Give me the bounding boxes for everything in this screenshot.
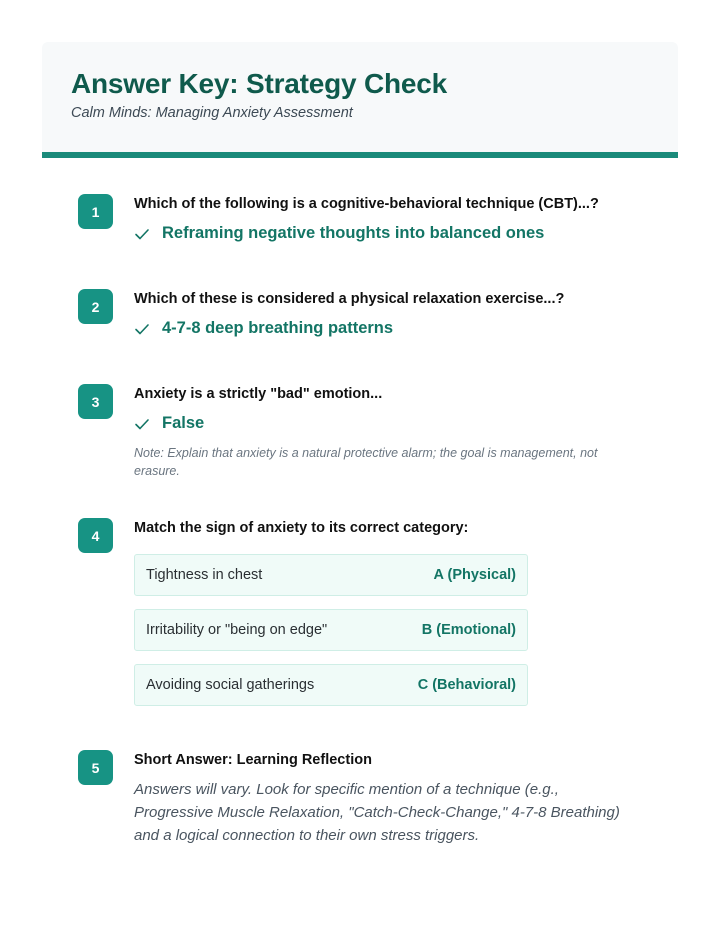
answer-note: Note: Explain that anxiety is a natural protective alarm; the goal is management, not erasure. [134, 446, 598, 478]
anxiety-sign: Avoiding social gatherings [146, 677, 315, 693]
question-number-badge: 1 [78, 194, 113, 229]
checkmark-icon [134, 416, 150, 432]
checkmark-icon [134, 321, 150, 337]
answer [134, 319, 393, 338]
page-subtitle: Calm Minds: Managing Anxiety Assessment [71, 105, 353, 121]
question-text: Anxiety is a strictly "bad" emotion... [134, 386, 383, 402]
header-divider [42, 152, 678, 158]
question-number-badge: 5 [78, 750, 113, 785]
anxiety-category: A (Physical) [433, 567, 516, 583]
page-title: Answer Key: Strategy Check [71, 68, 448, 99]
match-row [134, 664, 528, 706]
answer [134, 414, 204, 433]
question-text: Match the sign of anxiety to its correct category: [134, 520, 469, 536]
match-row [134, 554, 528, 596]
answer-text: 4-7-8 deep breathing patterns [162, 319, 394, 337]
anxiety-category: B (Emotional) [421, 622, 516, 638]
match-row [134, 609, 528, 651]
reflection-answer: Answers will vary. Look for specific mention of a technique (e.g., Progressive Muscle Relaxation, "Catch-Check-Change," 4-7-8 Breathing) and a logical connection to their own stress triggers. [134, 781, 620, 844]
question-text: Which of the following is a cognitive-behavioral technique (CBT)...? [134, 196, 599, 212]
question-text: Short Answer: Learning Reflection [134, 752, 372, 768]
question-text: Which of these is considered a physical relaxation exercise...? [134, 291, 565, 307]
answer-text: False [162, 414, 205, 432]
question-number-badge: 2 [78, 289, 113, 324]
question-number-badge: 3 [78, 384, 113, 419]
answer-key-header [42, 42, 678, 152]
answer-text: Reframing negative thoughts into balanced ones [162, 224, 545, 242]
anxiety-sign: Tightness in chest [146, 567, 263, 583]
checkmark-icon [134, 226, 150, 242]
answer [134, 224, 544, 243]
anxiety-category: C (Behavioral) [417, 677, 516, 693]
question-number-badge: 4 [78, 518, 113, 553]
anxiety-sign: Irritability or "being on edge" [146, 622, 328, 638]
